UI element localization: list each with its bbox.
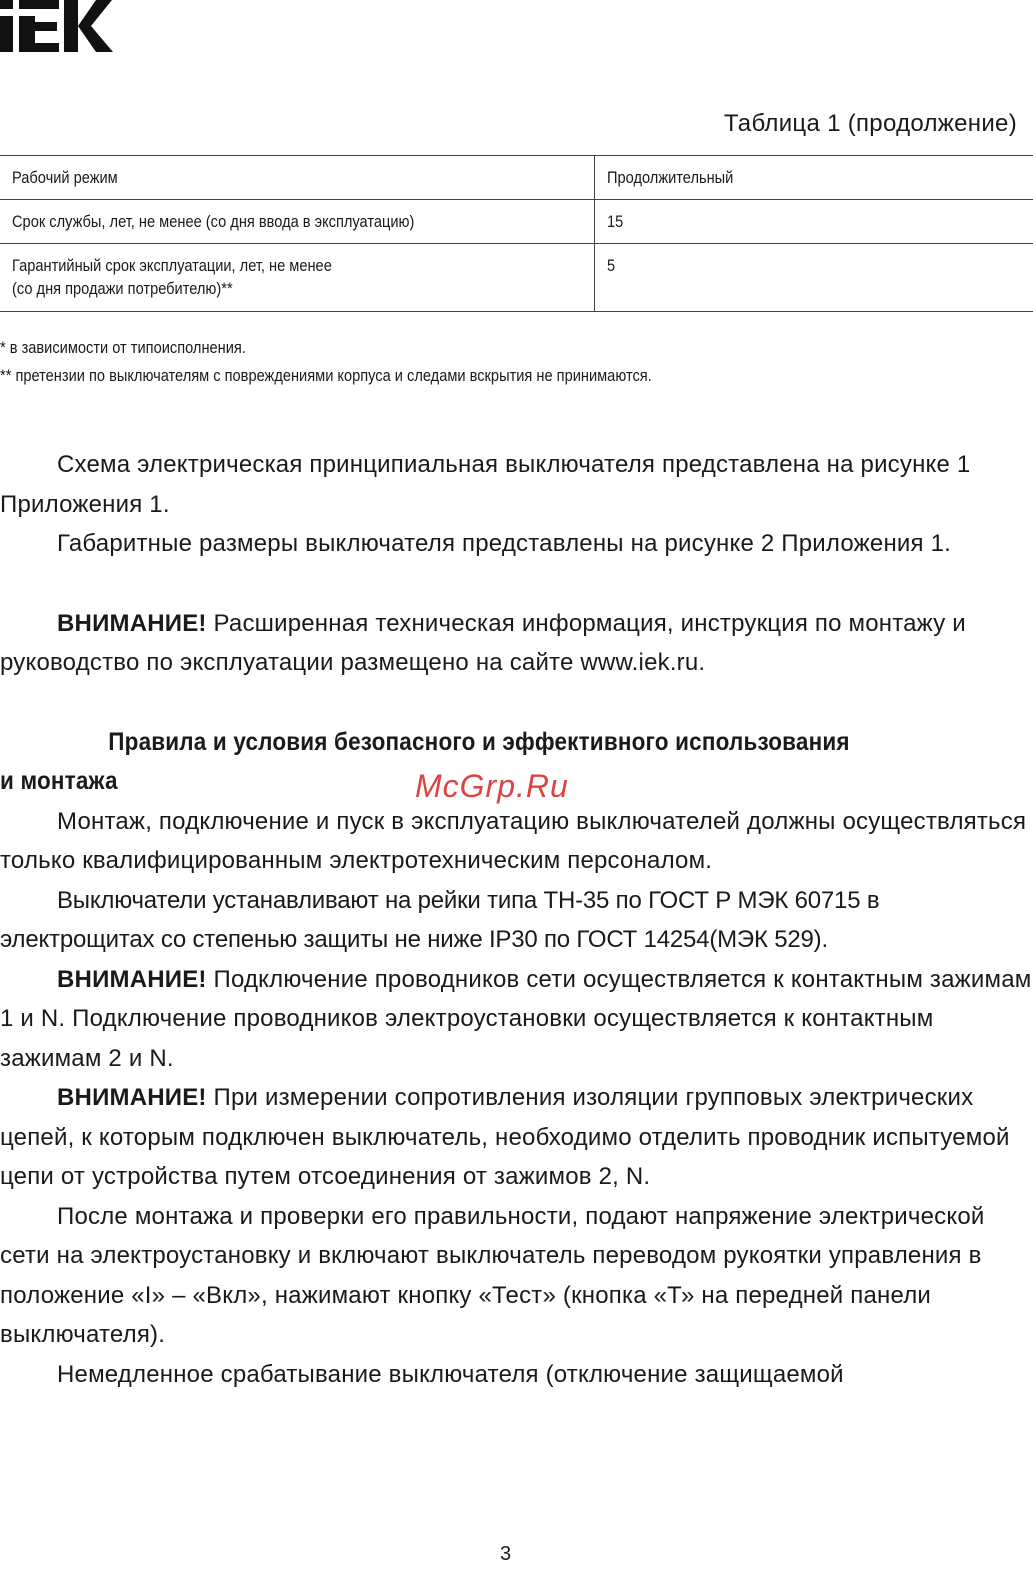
value-cell: Продолжительный [595, 156, 1033, 200]
param-cell: Гарантийный срок эксплуатации, лет, не менее (со дня продажи потребителю)** [0, 244, 595, 312]
page-number: 3 [500, 1543, 512, 1565]
paragraph: Схема электрическая принципиальная выключателя представлена на рисунке 1 Приложения 1. [0, 451, 971, 518]
footnotes [0, 334, 758, 390]
value-cell: 5 [595, 244, 1033, 312]
table-row [0, 156, 1033, 200]
paragraph: После монтажа и проверки его правильности, подают напряжение электрической сети на электроустановку и включают выключатель переводом рукоятки управления в положение «I» – «Вкл», нажимают кнопку «Тест» (кнопка «Т» на передней панели выключателя). [0, 1202, 985, 1348]
footnote-2: ** претензии по выключателям с повреждениями корпуса и следами вскрытия не принимаются. [0, 366, 652, 385]
attention-label: ВНИМАНИЕ! [57, 965, 207, 993]
watermark: McGrp.Ru [415, 768, 569, 804]
paragraph: Выключатели устанавливают на рейки типа ТН-35 по ГОСТ Р МЭК 60715 в электрощитах со степенью защиты не ниже IP30 по ГОСТ 14254(МЭК 529). [0, 886, 880, 953]
iek-logo [0, 0, 115, 54]
param-cell: Срок службы, лет, не менее (со дня ввода в эксплуатацию) [0, 200, 595, 244]
param-cell: Рабочий режим [0, 156, 595, 200]
section-heading-cont: и монтажа [0, 767, 118, 795]
table-row [0, 200, 1033, 244]
value-cell: 15 [595, 200, 1033, 244]
table-row [0, 244, 1033, 312]
paragraph: ВНИМАНИЕ! Подключение проводников сети осуществляется к контактным зажимам 1 и N. Подключение проводников электроустановки осуществляется к контактным зажимам 2 и N. [0, 965, 1032, 1072]
paragraph: ВНИМАНИЕ! Расширенная техническая информация, инструкция по монтажу и руководство по эксплуатации размещено на сайте www.iek.ru. [0, 609, 966, 676]
attention-label: ВНИМАНИЕ! [57, 1084, 207, 1111]
attention-label: ВНИМАНИЕ! [57, 609, 207, 637]
paragraph: Монтаж, подключение и пуск в эксплуатацию выключателей должны осуществляться только квалифицированным электротехническим персоналом. [0, 807, 1027, 874]
paragraph: Немедленное срабатывание выключателя (отключение защищаемой [57, 1360, 844, 1388]
table-caption: Таблица 1 (продолжение) [723, 110, 1017, 137]
paragraph: ВНИМАНИЕ! При измерении сопротивления изоляции групповых электрических цепей, к которым подключен выключатель, необходимо отделить проводник испытуемой цепи от устройства путем отсоединения от зажимов 2, N. [0, 1084, 1010, 1190]
spec-table [0, 155, 1033, 312]
footnote-1: * в зависимости от типоисполнения. [0, 338, 246, 357]
paragraph: Габаритные размеры выключателя представлены на рисунке 2 Приложения 1. [57, 530, 951, 557]
section-heading: Правила и условия безопасного и эффективного использования [108, 727, 850, 756]
body-text [0, 445, 1033, 1394]
